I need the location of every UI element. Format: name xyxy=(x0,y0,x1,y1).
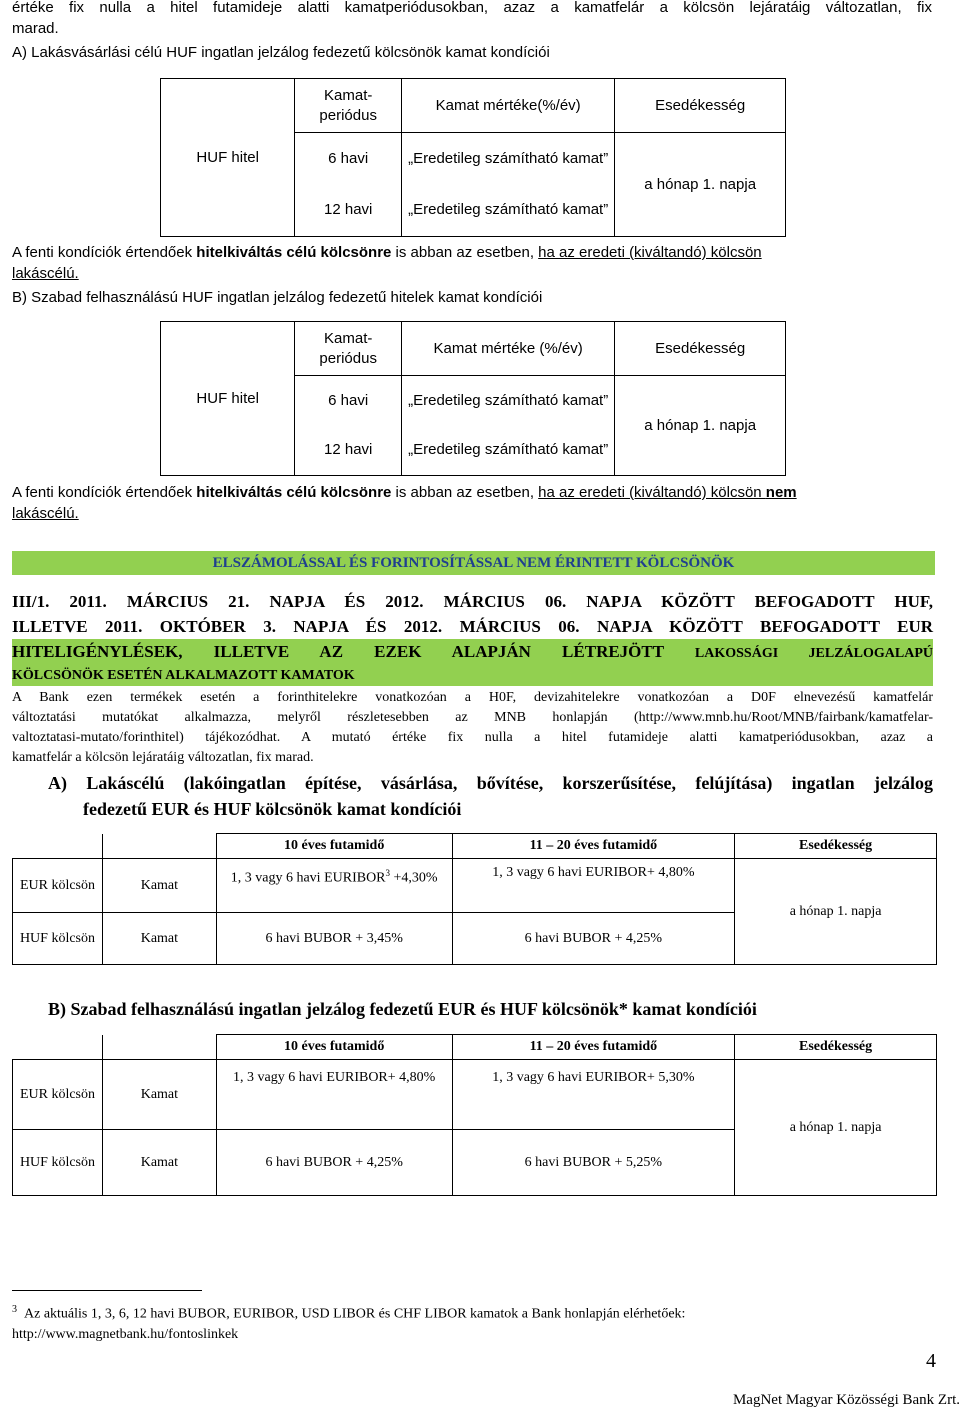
table-a-rate-2: „Eredetileg számítható kamat” xyxy=(402,185,615,237)
table-a-header-rate: Kamat mértéke(%/év) xyxy=(402,79,615,133)
table-a-header-due: Esedékesség xyxy=(615,79,786,133)
note-a-bold: hitelkiváltás célú kölcsönre xyxy=(196,244,392,261)
table-c-huf-20y: 6 havi BUBOR + 4,25% xyxy=(452,913,735,965)
table-d-huf-label: HUF kölcsön xyxy=(13,1130,103,1196)
table-b-period-2: 12 havi xyxy=(295,426,402,476)
table-d-header-due: Esedékesség xyxy=(735,1035,937,1060)
table-d-huf-20y: 6 havi BUBOR + 5,25% xyxy=(452,1130,735,1196)
note-b xyxy=(12,482,912,524)
bank-paragraph xyxy=(12,688,933,768)
table-c-huf-label: HUF kölcsön xyxy=(13,913,103,965)
note-a-text-3: lakáscélú. xyxy=(12,265,79,282)
table-b-rate-1: „Eredetileg számítható kamat” xyxy=(402,376,615,426)
table-b-rate-2: „Eredetileg számítható kamat” xyxy=(402,426,615,476)
table-b xyxy=(160,321,786,476)
table-c-eur-10y: 1, 3 vagy 6 havi $EURIBOR^3 +4,30\%$ xyxy=(216,859,452,913)
note-b-underlined: ha az eredeti (kiváltandó) kölcsön xyxy=(538,484,766,501)
table-a-due: a hónap 1. napja xyxy=(615,133,786,237)
table-b-header-due: Esedékesség xyxy=(615,322,786,376)
intro-line-2: marad. xyxy=(12,20,59,37)
footnote-divider xyxy=(12,1290,202,1291)
table-c-header-10y: 10 éves futamidő xyxy=(216,834,452,859)
table-b-header-rate: Kamat mértéke (%/év) xyxy=(402,322,615,376)
table-c-due: a hónap 1. napja xyxy=(735,859,937,965)
table-a-header-period: Kamat-periódus xyxy=(295,79,402,133)
table-c-header-due: Esedékesség xyxy=(735,834,937,859)
table-a xyxy=(160,78,786,237)
footnote-mark: 3 xyxy=(12,1304,17,1315)
table-d-huf-kamat: Kamat xyxy=(102,1130,216,1196)
bank-paragraph-line-4: kamatfelár a kölcsön lejáratáig változatlan, fix marad. xyxy=(12,750,314,765)
section-a2-title-line-2: fedezetű EUR és HUF kölcsönök kamat kondíciói xyxy=(83,799,462,819)
caps-line-1: III/1. 2011. MÁRCIUS 21. NAPJA ÉS 2012. MÁRCIUS 06. NAPJA KÖZÖTT BEFOGADOTT HUF, xyxy=(12,592,933,611)
table-b-due: a hónap 1. napja xyxy=(615,376,786,476)
bank-paragraph-line-1: A Bank ezen termékek esetén a forinthitelekre vonatkozóan a H0F, devizahitelekre vonatkozóan a D0F elnevezésű kamatfelár xyxy=(12,690,933,705)
note-b-text-1: A fenti kondíciók értendőek xyxy=(12,484,197,501)
footnote xyxy=(12,1300,912,1345)
caps-line-3 xyxy=(12,639,933,666)
company-name: MagNet Magyar Közösségi Bank Zrt. xyxy=(732,1392,960,1408)
bank-paragraph-line-2: változtatási mutatókat alkalmazza, melyről részletesebben az MNB honlapján (http://www.mnb.hu/Root/MNB/fairbank/kamatfelar- xyxy=(12,710,933,725)
page-number: 4 xyxy=(926,1350,936,1372)
bank-paragraph-line-3: valtoztatasi-mutato/forinthitel) tájékozódhat. A mutató értéke fix nulla a hitel futamideje alatti kamatperiódusokban, azaz a xyxy=(12,730,933,745)
table-c-huf-10y: 6 havi BUBOR + 3,45% xyxy=(216,913,452,965)
note-a-underlined: ha az eredeti (kiváltandó) kölcsön xyxy=(538,244,762,261)
table-d-huf-10y: 6 havi BUBOR + 4,25% xyxy=(216,1130,452,1196)
table-a-row-label: HUF hitel xyxy=(161,79,295,237)
table-c-eur-20y: 1, 3 vagy 6 havi EURIBOR+ 4,80% xyxy=(452,859,735,913)
table-b-period-1: 6 havi xyxy=(295,376,402,426)
section-a2-title-line-1: A) Lakáscélú (lakóingatlan építése, vásárlása, bővítése, korszerűsítése, felújítása) ingatlan jelzálog xyxy=(48,773,933,793)
note-a-text-2: is abban az esetben, xyxy=(391,244,539,261)
note-a xyxy=(12,242,912,284)
section-a2-title xyxy=(48,770,933,822)
note-b-bold: hitelkiváltás célú kölcsönre xyxy=(196,484,392,501)
note-a-text-1: A fenti kondíciók értendőek xyxy=(12,244,197,261)
table-d xyxy=(12,1034,937,1196)
table-d-header-20y: 11 – 20 éves futamidő xyxy=(452,1035,735,1060)
table-c-header-20y: 11 – 20 éves futamidő xyxy=(452,834,735,859)
section-b-title: B) Szabad felhasználású HUF ingatlan jelzálog fedezetű hitelek kamat kondíciói xyxy=(12,289,543,306)
table-d-eur-20y: 1, 3 vagy 6 havi EURIBOR+ 5,30% xyxy=(452,1060,735,1130)
table-c-huf-kamat: Kamat xyxy=(102,913,216,965)
table-b-row-label: HUF hitel xyxy=(161,322,295,476)
green-section-header: ELSZÁMOLÁSSAL ÉS FORINTOSÍTÁSSAL NEM ÉRINTETT KÖLCSÖNÖK xyxy=(12,551,935,575)
footnote-line-2: http://www.magnetbank.hu/fontoslinkek xyxy=(12,1326,239,1342)
table-d-eur-label: EUR kölcsön xyxy=(13,1060,103,1130)
caps-block xyxy=(12,589,933,686)
note-b-text-3: lakáscélú. xyxy=(12,505,79,522)
table-a-period-1: 6 havi xyxy=(295,133,402,185)
note-b-text-2: is abban az esetben, xyxy=(391,484,539,501)
table-a-rate-1: „Eredetileg számítható kamat” xyxy=(402,133,615,185)
intro-line-1: értéke fix nulla a hitel futamideje alatti kamatperiódusokban, azaz a kamatfelár a kölcsön lejáratáig változatlan, fix xyxy=(12,0,932,16)
table-c-eur-label: EUR kölcsön xyxy=(13,859,103,913)
caps-line-3b: LAKOSSÁGI JELZÁLOGALAPÚ xyxy=(694,646,933,661)
section-b2-title: B) Szabad felhasználású ingatlan jelzálog fedezetű EUR és HUF kölcsönök* kamat kondíciói xyxy=(48,999,757,1019)
caps-line-4: KÖLCSÖNÖK ESETÉN ALKALMAZOTT KAMATOK xyxy=(12,666,933,686)
table-d-due: a hónap 1. napja xyxy=(735,1060,937,1196)
intro-text xyxy=(12,0,932,39)
caps-line-2: ILLETVE 2011. OKTÓBER 3. NAPJA ÉS 2012. MÁRCIUS 06. NAPJA KÖZÖTT BEFOGADOTT EUR xyxy=(12,617,933,636)
caps-line-3a: HITELIGÉNYLÉSEK, ILLETVE AZ EZEK ALAPJÁN LÉTREJÖTT xyxy=(12,642,695,661)
table-d-eur-kamat: Kamat xyxy=(102,1060,216,1130)
table-d-eur-10y: 1, 3 vagy 6 havi EURIBOR+ 4,80% xyxy=(216,1060,452,1130)
footnote-line-1: Az aktuális 1, 3, 6, 12 havi BUBOR, EURIBOR, USD LIBOR és CHF LIBOR kamatok a Bank honlapján elérhetőek: xyxy=(24,1306,686,1322)
section-a-title: A) Lakásvásárlási célú HUF ingatlan jelzálog fedezetű kölcsönök kamat kondíciói xyxy=(12,44,550,61)
table-c-eur-kamat: Kamat xyxy=(102,859,216,913)
table-d-header-10y: 10 éves futamidő xyxy=(216,1035,452,1060)
table-c xyxy=(12,833,937,965)
table-b-header-period: Kamat-periódus xyxy=(295,322,402,376)
note-b-underlined-bold: nem xyxy=(765,484,797,501)
table-a-period-2: 12 havi xyxy=(295,185,402,237)
